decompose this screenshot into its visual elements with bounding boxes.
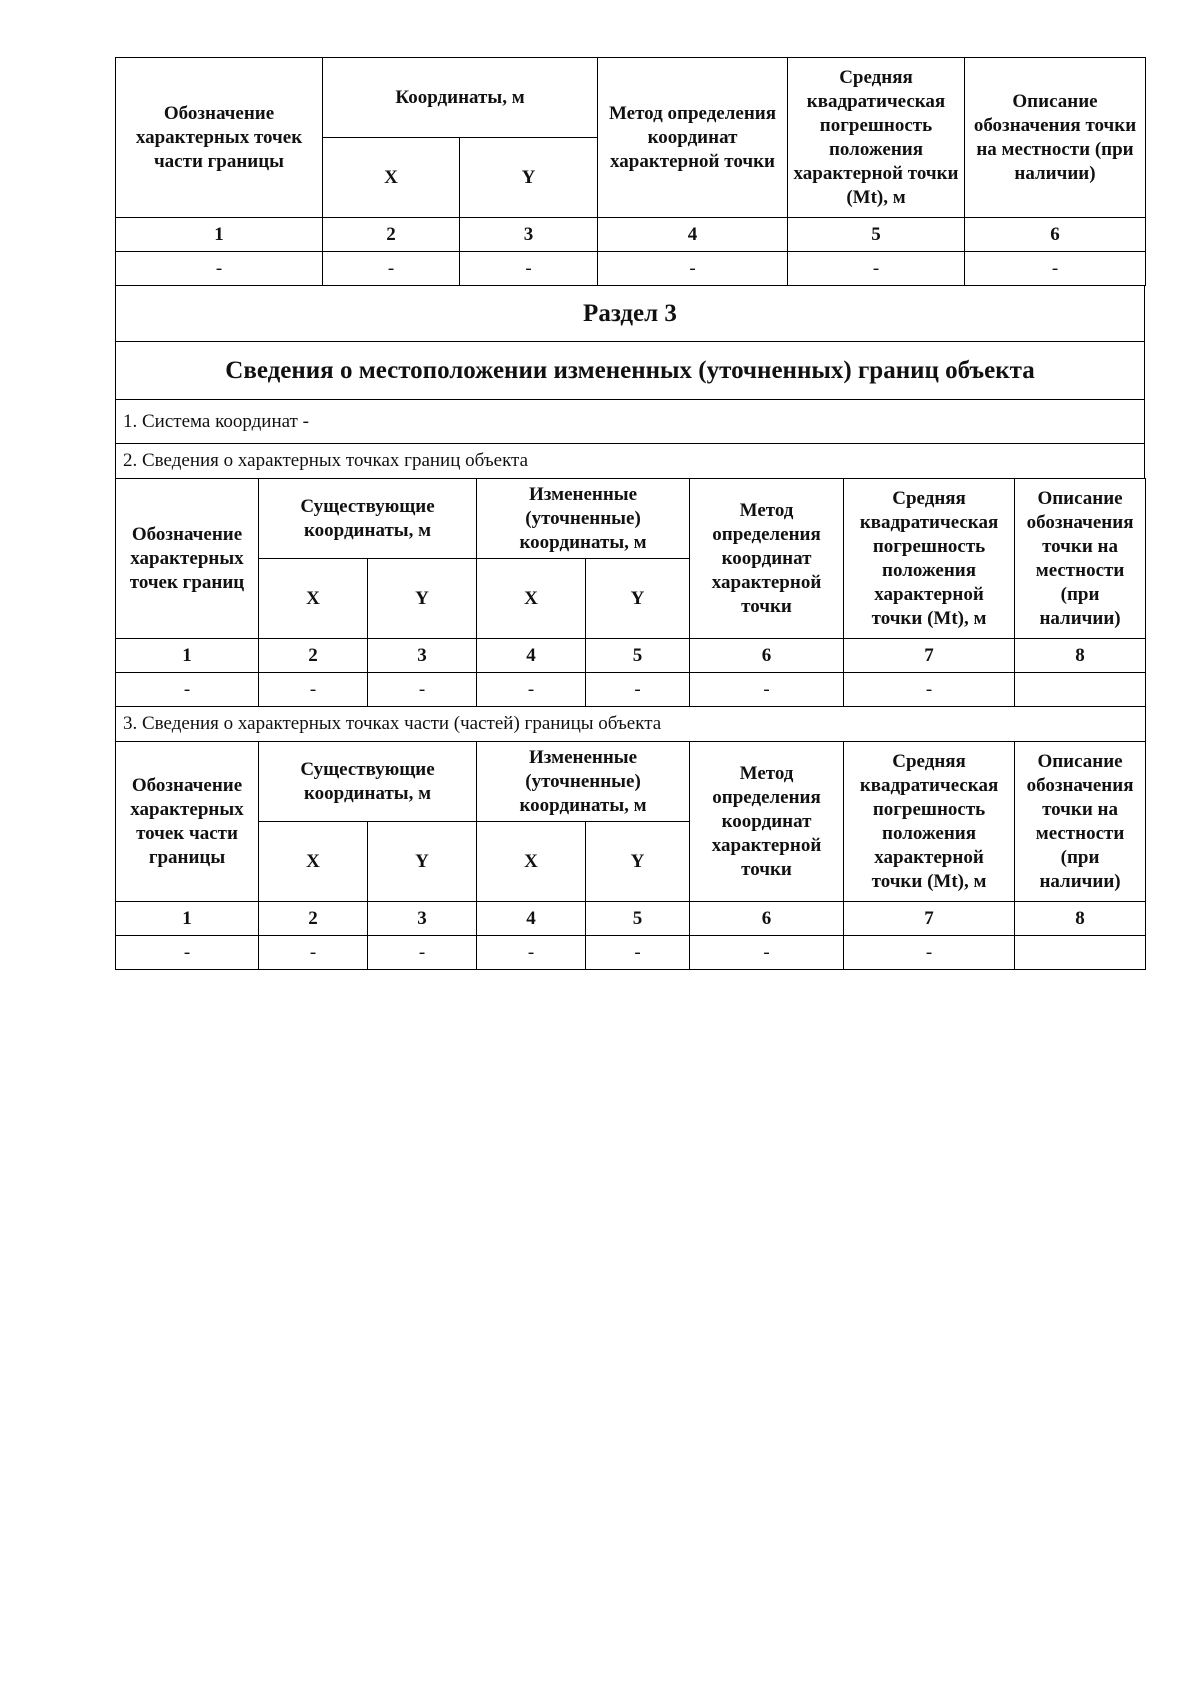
column-number: 7 [844,639,1015,673]
column-number: 3 [368,902,477,936]
header-error: Средняя квадратическая погрешность положения характерной точки (Mt), м [788,58,965,218]
table-cell: - [788,252,965,286]
column-number: 5 [586,902,690,936]
table-cell: - [460,252,598,286]
column-number: 6 [690,902,844,936]
section-title: Раздел 3 [116,286,1145,342]
header-method: Метод определения координат характерной точки [598,58,788,218]
header-designation: Обозначение характерных точек границ [116,479,259,639]
table-cell: - [690,673,844,707]
column-numbers-row [116,902,1146,936]
table-cell: - [323,252,460,286]
header-description: Описание обозначения точки на местности (при наличии) [965,58,1146,218]
header-designation: Обозначение характерных точек части границы [116,742,259,902]
column-number: 8 [1015,639,1146,673]
table-cell: - [477,673,586,707]
table-cell: - [586,673,690,707]
table-cell: - [586,936,690,970]
header-y: Y [460,138,598,218]
header-error: Средняя квадратическая погрешность положения характерной точки (Mt), м [844,479,1015,639]
table-row [116,673,1146,707]
column-number: 1 [116,639,259,673]
header-y: Y [368,822,477,902]
header-existing-coordinates: Существующие координаты, м [259,742,477,822]
header-y: Y [368,559,477,639]
header-x: X [259,559,368,639]
column-number: 4 [477,639,586,673]
header-description: Описание обозначения точки на местности (при наличии) [1015,479,1146,639]
table-cell: - [116,936,259,970]
table-row [116,936,1146,970]
table-cell: - [965,252,1146,286]
table-cell: - [477,936,586,970]
column-numbers-row [116,639,1146,673]
header-changed-coordinates: Измененные (уточненные) координаты, м [477,479,690,559]
table-cell: - [844,673,1015,707]
column-number: 2 [323,218,460,252]
header-y: Y [586,559,690,639]
table-part-boundary-points [115,741,1146,970]
table-cell: - [690,936,844,970]
header-x: X [477,822,586,902]
header-description: Описание обозначения точки на местности (при наличии) [1015,742,1146,902]
column-number: 5 [788,218,965,252]
boundary-points-heading: 2. Сведения о характерных точках границ объекта [116,444,1145,479]
header-method: Метод определения координат характерной точки [690,742,844,902]
header-x: X [323,138,460,218]
column-number: 3 [460,218,598,252]
table-cell: - [368,936,477,970]
table-cell: - [368,673,477,707]
column-number: 6 [690,639,844,673]
header-existing-coordinates: Существующие координаты, м [259,479,477,559]
table-cell: - [116,673,259,707]
header-designation: Обозначение характерных точек части границы [116,58,323,218]
table-cell: - [259,936,368,970]
table-cell: - [259,673,368,707]
column-number: 6 [965,218,1146,252]
header-y: Y [586,822,690,902]
column-number: 3 [368,639,477,673]
header-x: X [477,559,586,639]
table-row [116,252,1146,286]
document-page [115,57,1145,970]
column-number: 7 [844,902,1015,936]
table-cell [1015,673,1146,707]
header-error: Средняя квадратическая погрешность положения характерной точки (Mt), м [844,742,1015,902]
header-coordinates: Координаты, м [323,58,598,138]
column-number: 2 [259,902,368,936]
column-number: 1 [116,902,259,936]
coordinate-system-line: 1. Система координат - [116,400,1145,444]
column-number: 1 [116,218,323,252]
column-number: 8 [1015,902,1146,936]
header-method: Метод определения координат характерной точки [690,479,844,639]
column-numbers-row [116,218,1146,252]
table-cell: - [844,936,1015,970]
table-boundary-points [115,478,1146,742]
column-number: 2 [259,639,368,673]
header-x: X [259,822,368,902]
header-changed-coordinates: Измененные (уточненные) координаты, м [477,742,690,822]
part-points-heading: 3. Сведения о характерных точках части (частей) границы объекта [116,707,1146,742]
section-subtitle: Сведения о местоположении измененных (уточненных) границ объекта [116,342,1145,400]
table-boundary-part-points [115,57,1146,286]
table-cell: - [598,252,788,286]
column-number: 5 [586,639,690,673]
section-header [115,285,1145,479]
column-number: 4 [598,218,788,252]
table-cell [1015,936,1146,970]
column-number: 4 [477,902,586,936]
table-cell: - [116,252,323,286]
